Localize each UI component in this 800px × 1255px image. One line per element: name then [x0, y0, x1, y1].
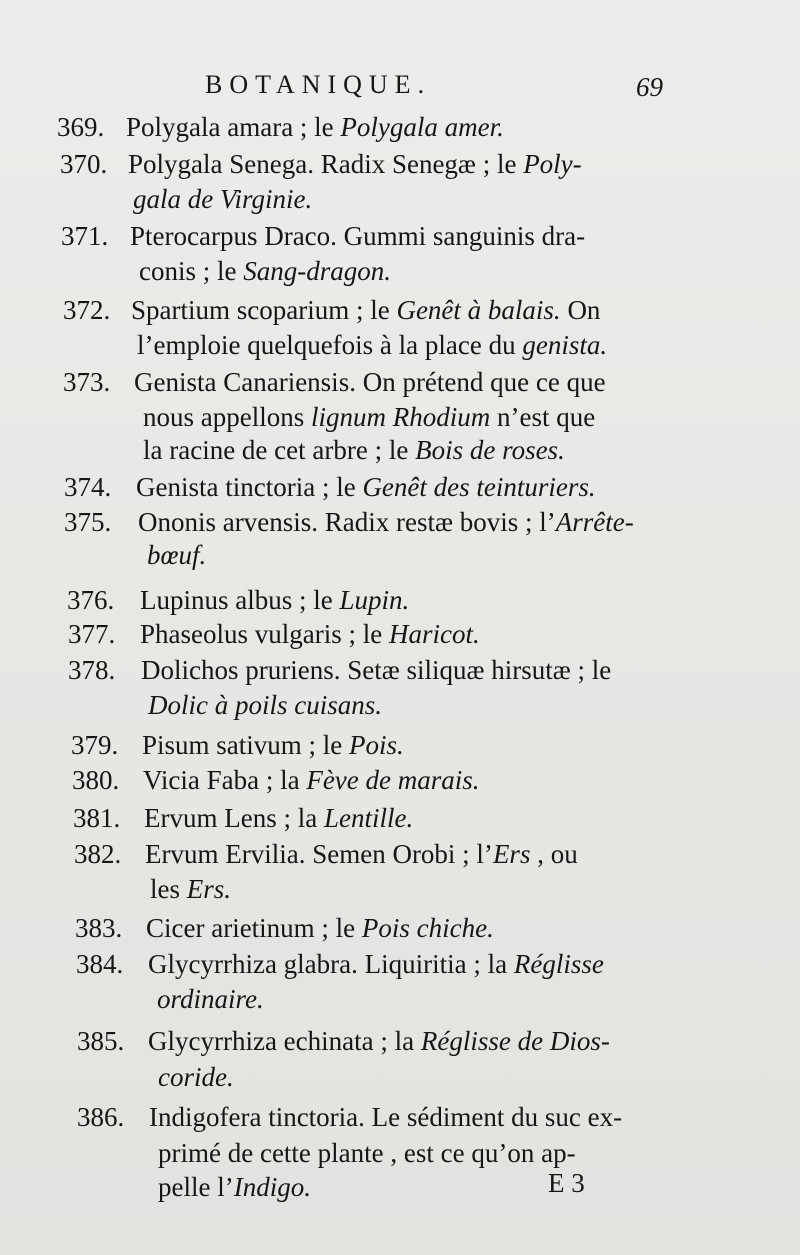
french-name-text: Indigo.	[233, 1172, 311, 1202]
entry-text: conis ; le	[139, 256, 244, 286]
entry-text: Lupinus albus ; le	[140, 585, 340, 615]
entry-number: 375.	[64, 507, 112, 537]
entry-text: Polygala Senega. Radix Senegæ ; le	[128, 149, 524, 179]
entry-first-line	[71, 728, 404, 762]
entry-number: 371.	[61, 221, 109, 251]
entry-text: Pisum sativum ; le	[142, 730, 350, 760]
page-number: 69	[636, 72, 663, 102]
entry-continuation-line	[158, 1170, 311, 1204]
entry-text: On	[560, 295, 601, 325]
french-name-text: Poly-	[523, 149, 582, 179]
french-name-text: Réglisse de Dios-	[420, 1026, 610, 1056]
french-name-text: bœuf.	[147, 540, 207, 570]
entry-first-line	[67, 583, 409, 617]
entry-text: Polygala amara ; le	[126, 112, 341, 142]
page-header	[0, 70, 800, 110]
entry-text: pelle l’	[158, 1172, 234, 1202]
french-name-text: gala de Virginie.	[133, 184, 313, 214]
french-name-text: Pois.	[349, 730, 404, 760]
entry-text: l’emploie quelquefois à la place du	[137, 330, 523, 360]
entry-continuation-line	[158, 1136, 576, 1170]
entry-continuation-line	[143, 400, 595, 434]
entry-text: Ononis arvensis. Radix restæ bovis ; l’	[138, 507, 556, 537]
entry-first-line	[73, 801, 413, 835]
entry-first-line	[72, 763, 480, 797]
entry-text: la racine de cet arbre ; le	[143, 435, 416, 465]
french-name-text: Fève de marais.	[306, 765, 480, 795]
entry-number: 379.	[71, 730, 119, 760]
entry-continuation-line	[158, 1060, 234, 1094]
signature-mark: E 3	[548, 1168, 585, 1198]
entry-text: Genista tinctoria ; le	[136, 472, 363, 502]
entry-first-line	[63, 293, 600, 327]
entry-text: Glycyrrhiza echinata ; la	[148, 1026, 421, 1056]
french-name-text: lignum Rhodium	[311, 402, 491, 432]
running-title: BOTANIQUE.	[205, 70, 432, 99]
entry-first-line	[77, 1100, 622, 1134]
entry-first-line	[57, 110, 504, 144]
entry-number: 382.	[74, 839, 122, 869]
entry-number: 380.	[72, 765, 120, 795]
entry-number: 370.	[60, 149, 108, 179]
entry-continuation-line	[147, 538, 206, 572]
entry-first-line	[61, 219, 585, 253]
entry-first-line	[75, 911, 494, 945]
french-name-text: Lentille.	[323, 803, 414, 833]
entry-number: 378.	[68, 655, 116, 685]
entry-first-line	[77, 1024, 610, 1058]
french-name-text: Genêt des teinturiers.	[362, 472, 596, 502]
entry-number: 385.	[77, 1026, 125, 1056]
entry-number: 381.	[73, 803, 121, 833]
french-name-text: Haricot.	[388, 619, 480, 649]
entry-first-line	[68, 617, 480, 651]
entry-text: Vicia Faba ; la	[143, 765, 307, 795]
french-name-text: Ers.	[186, 874, 232, 904]
entry-continuation-line	[148, 688, 382, 722]
entry-text: Cicer arietinum ; le	[146, 913, 362, 943]
entry-text: n’est que	[490, 402, 596, 432]
entry-continuation-line	[150, 872, 231, 906]
entry-number: 374.	[64, 472, 112, 502]
french-name-text: Arrête-	[555, 507, 634, 537]
entry-text: Glycyrrhiza glabra. Liquiritia ; la	[148, 949, 514, 979]
entry-first-line	[63, 365, 606, 399]
french-name-text: Dolic à poils cuisans.	[148, 690, 382, 720]
entry-continuation-line	[157, 982, 264, 1016]
entry-number: 383.	[75, 913, 123, 943]
french-name-text: ordinaire.	[157, 984, 264, 1014]
entry-number: 384.	[76, 949, 124, 979]
entry-text: Ervum Ervilia. Semen Orobi ; l’	[145, 839, 493, 869]
entry-continuation-line	[133, 182, 312, 216]
entry-number: 373.	[63, 367, 111, 397]
french-name-text: Genêt à balais.	[396, 295, 561, 325]
french-name-text: coride.	[158, 1062, 234, 1092]
entry-first-line	[76, 947, 604, 981]
french-name-text: Réglisse	[513, 949, 604, 979]
entry-text: , ou	[530, 839, 578, 869]
entry-text: Dolichos pruriens. Setæ siliquæ hirsutæ ; le	[141, 655, 612, 685]
entry-number: 372.	[63, 295, 111, 325]
entry-text: Genista Canariensis. On prétend que ce que	[134, 367, 606, 397]
entry-text: les	[150, 874, 187, 904]
french-name-text: Lupin.	[339, 585, 410, 615]
entry-text: nous appellons	[143, 402, 311, 432]
french-name-text: Polygala amer.	[340, 112, 504, 142]
french-name-text: Pois chiche.	[361, 913, 494, 943]
entry-continuation-line	[137, 328, 607, 362]
entry-text: primé de cette plante , est ce qu’on ap-	[158, 1138, 576, 1168]
entry-continuation-line	[139, 254, 391, 288]
entry-first-line	[68, 653, 611, 687]
entry-first-line	[64, 470, 596, 504]
entry-text: Spartium scoparium ; le	[131, 295, 397, 325]
entry-text: Indigofera tinctoria. Le sédiment du suc ex-	[149, 1102, 623, 1132]
entry-number: 386.	[77, 1102, 125, 1132]
entry-text: Pterocarpus Draco. Gummi sanguinis dra-	[130, 221, 586, 251]
entry-first-line	[64, 505, 634, 539]
entry-first-line	[60, 147, 582, 181]
entry-text: Phaseolus vulgaris ; le	[140, 619, 389, 649]
entry-number: 369.	[57, 112, 105, 142]
french-name-text: Ers	[492, 839, 531, 869]
french-name-text: Bois de roses.	[415, 435, 565, 465]
french-name-text: genista.	[522, 330, 608, 360]
entry-first-line	[74, 837, 578, 871]
entry-text: Ervum Lens ; la	[144, 803, 324, 833]
entry-number: 376.	[67, 585, 115, 615]
entry-number: 377.	[68, 619, 116, 649]
entry-continuation-line	[143, 433, 565, 467]
french-name-text: Sang-dragon.	[243, 256, 391, 286]
